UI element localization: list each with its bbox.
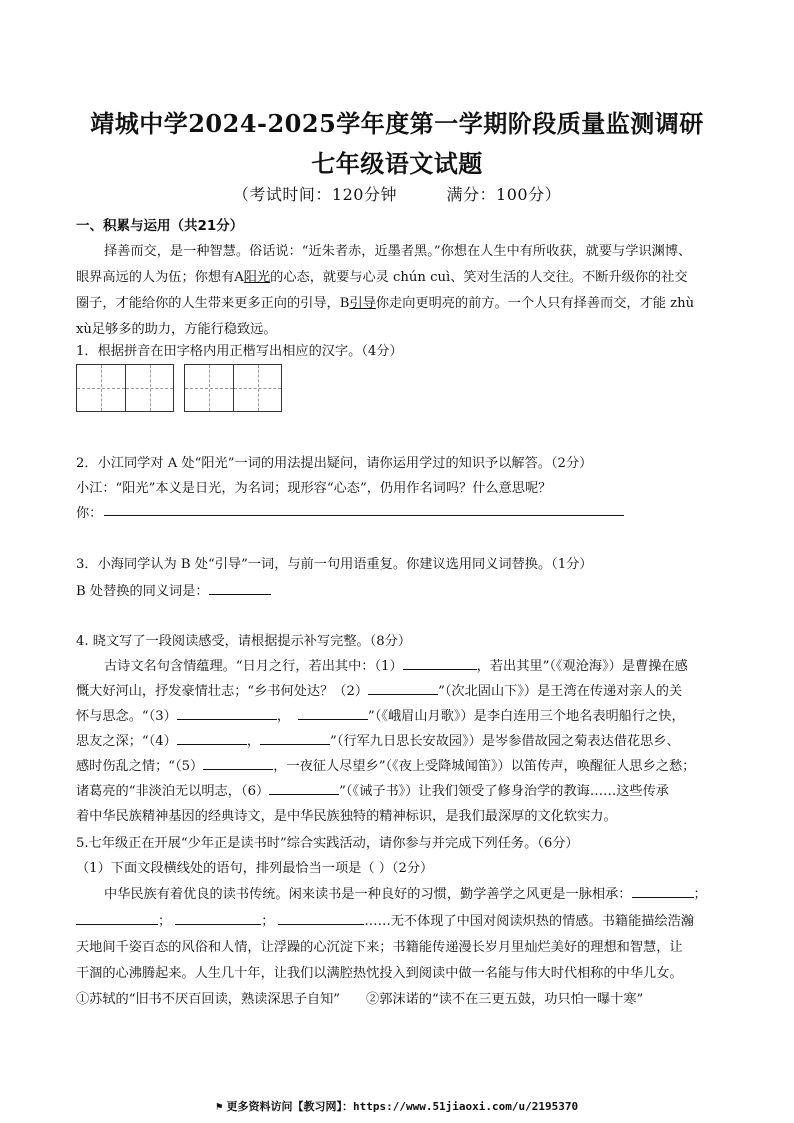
q5-line-4: 干涸的心沸腾起来。人生几十年，让我们以满腔热忱投入到阅读中做一名能与伟大时代相称的中华儿女。 <box>76 966 683 981</box>
tianzige-cell[interactable] <box>77 365 125 411</box>
q4-line-3 <box>76 705 726 724</box>
question-2-dialog: 小江：“阳光”本义是日光，为名词；现形容“心态”，仍用作名词吗？什么意思呢？ <box>76 481 552 496</box>
passage-text: 你走向更明亮的前方。一个人只有择善而交，才能 zhù <box>375 296 695 311</box>
question-4: 4. 晓文写了一段阅读感受，请根据提示补写完整。（8分） <box>76 634 412 649</box>
q5-line-1: 中华民族有着优良的读书传统。闲来读书是一种良好的习惯，勤学善学之风更是一脉相承： ； <box>104 887 707 902</box>
question-1: 1．根据拼音在田字格内用正楷写出相应的汉字。（4分） <box>76 344 403 359</box>
question-3-answer <box>76 580 726 599</box>
q4-text: 思友之深；“（4） <box>76 734 177 749</box>
q5-options <box>76 988 726 1007</box>
q5-blank-4[interactable] <box>278 912 364 925</box>
passage-text: 的心态，就要与心灵 chún cuì、笑对生活的人交往。不断升级你的社交 <box>270 270 688 285</box>
passage-line-3 <box>76 292 726 311</box>
fill-blank-4b[interactable] <box>260 732 330 745</box>
q4-text: ”（《峨眉山月歌》）是李白连用三个地名表明船行之快， <box>368 709 685 724</box>
footer-text[interactable]: 更多资料访问【教习网】：https://www.51jiaoxi.com/u/2195370 <box>226 1100 579 1113</box>
q4-line-4 <box>76 730 726 749</box>
flag-icon: ⚑ <box>215 1100 223 1113</box>
q5-blank-1[interactable] <box>632 885 694 898</box>
answer-label: B 处替换的同义词是： <box>76 584 209 599</box>
q4-line-2 <box>76 680 726 699</box>
q4-text: 感时伤乱之情；“（5） <box>76 759 204 774</box>
passage-line-1: 择善而交，是一种智慧。俗话说：“近朱者赤，近墨者黑。”你想在人生中有所收获，就要与学识渊博、 <box>104 244 692 259</box>
question-2-answer-label: 你： <box>76 506 103 521</box>
tianzige-cell[interactable] <box>185 365 233 411</box>
footer-link[interactable] <box>0 1098 794 1114</box>
passage-line-4: xù足够多的助力，方能行稳致远。 <box>76 322 277 337</box>
q4-line-5 <box>76 755 726 774</box>
q5-blank-3[interactable] <box>175 912 261 925</box>
question-3: 3．小海同学认为 B 处“引导”一词，与前一句用语重复。你建议选用同义词替换。（1分） <box>76 557 593 572</box>
answer-line[interactable] <box>104 515 624 516</box>
q4-text: ，若出其里”（《观沧海》）是曹操在感 <box>476 659 688 674</box>
q4-text: 慨大好河山，抒发豪情壮志；“乡书何处达？（2） <box>76 684 369 699</box>
q4-line-6 <box>76 780 726 799</box>
passage-text: 圈子，才能给你的人生带来更多正向的引导，B <box>76 296 350 311</box>
exam-time: （考试时间：120分钟 <box>232 185 397 204</box>
q4-text: ”（次北固山下》）是王湾在传递对亲人的关 <box>438 684 683 699</box>
section-heading: 一、积累与运用（共21分） <box>76 218 244 234</box>
fill-blank-3b[interactable] <box>298 707 368 720</box>
fill-blank-6[interactable] <box>269 782 339 795</box>
q4-text: ， <box>276 709 291 724</box>
answer-blank[interactable] <box>209 582 271 595</box>
exam-title: 靖城中学2024-2025学年度第一学期阶段质量监测调研 <box>90 109 704 138</box>
option-1: ①苏轼的“旧书不厌百回读，熟读深思子自知” <box>76 992 341 1007</box>
q5-text: 中华民族有着优良的读书传统。闲来读书是一种良好的习惯，勤学善学之风更是一脉相承： <box>104 887 632 902</box>
tianzige-group-2[interactable] <box>184 364 282 412</box>
question-5: 5.七年级正在开展“少年正是读书时”综合实践活动，请你参与并完成下列任务。（6分） <box>76 836 579 851</box>
passage-line-2 <box>76 266 726 285</box>
fill-blank-5[interactable] <box>203 757 273 770</box>
q4-text: ”（行军九日思长安故园》）是岑参借故园之菊表达借花思乡、 <box>330 734 680 749</box>
question-2: 2．小江同学对 A 处“阳光”一词的用法提出疑问，请你运用学过的知识予以解答。（2分） <box>76 456 593 471</box>
q5-line-3: 天地间千姿百态的风俗和人情，让浮躁的心沉淀下来；书籍能传递漫长岁月里灿烂美好的理想和智慧，让 <box>76 940 683 955</box>
q4-text: 古诗文名句含情蕴理。“日月之行，若出其中：（1） <box>104 659 403 674</box>
exam-info <box>0 182 794 205</box>
fill-blank-4a[interactable] <box>177 732 247 745</box>
q4-text: 怀与思念。“（3） <box>76 709 177 724</box>
exam-subtitle: 七年级语文试题 <box>311 149 483 178</box>
option-2: ②郭沫诺的“读不在三更五鼓，功只怕一曝十寒” <box>366 992 644 1007</box>
q5-text: ……无不体现了中国对阅读炽热的情感。书籍能描绘浩瀚 <box>364 914 695 929</box>
tianzige-cell[interactable] <box>233 365 281 411</box>
fill-blank-1[interactable] <box>403 657 477 670</box>
q4-text: ”（《诫子书》）让我们领受了修身治学的教诲……这些传承 <box>339 784 669 799</box>
q5-blank-2[interactable] <box>76 912 158 925</box>
tianzige-cell[interactable] <box>125 365 173 411</box>
full-score: 满分：100分） <box>446 185 562 204</box>
question-5-sub-1: （1）下面文段横线处的语句，排列最恰当一项是（ ）（2分） <box>76 861 434 876</box>
q4-text: ，一夜征人尽望乡”（《夜上受降城闻笛》）以笛传声，唤醒征人思乡之愁； <box>273 759 696 774</box>
marked-word-b: 引导 <box>349 296 376 311</box>
passage-text: 眼界高远的人为伍；你想有A <box>76 270 244 285</box>
fill-blank-3a[interactable] <box>177 707 277 720</box>
marked-word-a: 阳光 <box>243 270 271 285</box>
q4-text: 诸葛亮的“非淡泊无以明志，（6） <box>76 784 270 799</box>
q5-line-2: ； ； ……无不体现了中国对阅读炽热的情感。书籍能描绘浩瀚 <box>76 910 726 929</box>
fill-blank-2[interactable] <box>368 682 438 695</box>
q4-text: ， <box>246 734 261 749</box>
q4-line-7: 着中华民族精神基因的经典诗文，是中华民族独特的精神标识，是我们最深厚的文化软实力。 <box>76 809 617 824</box>
q4-line-1 <box>104 655 726 674</box>
tianzige-group-1[interactable] <box>76 364 174 412</box>
